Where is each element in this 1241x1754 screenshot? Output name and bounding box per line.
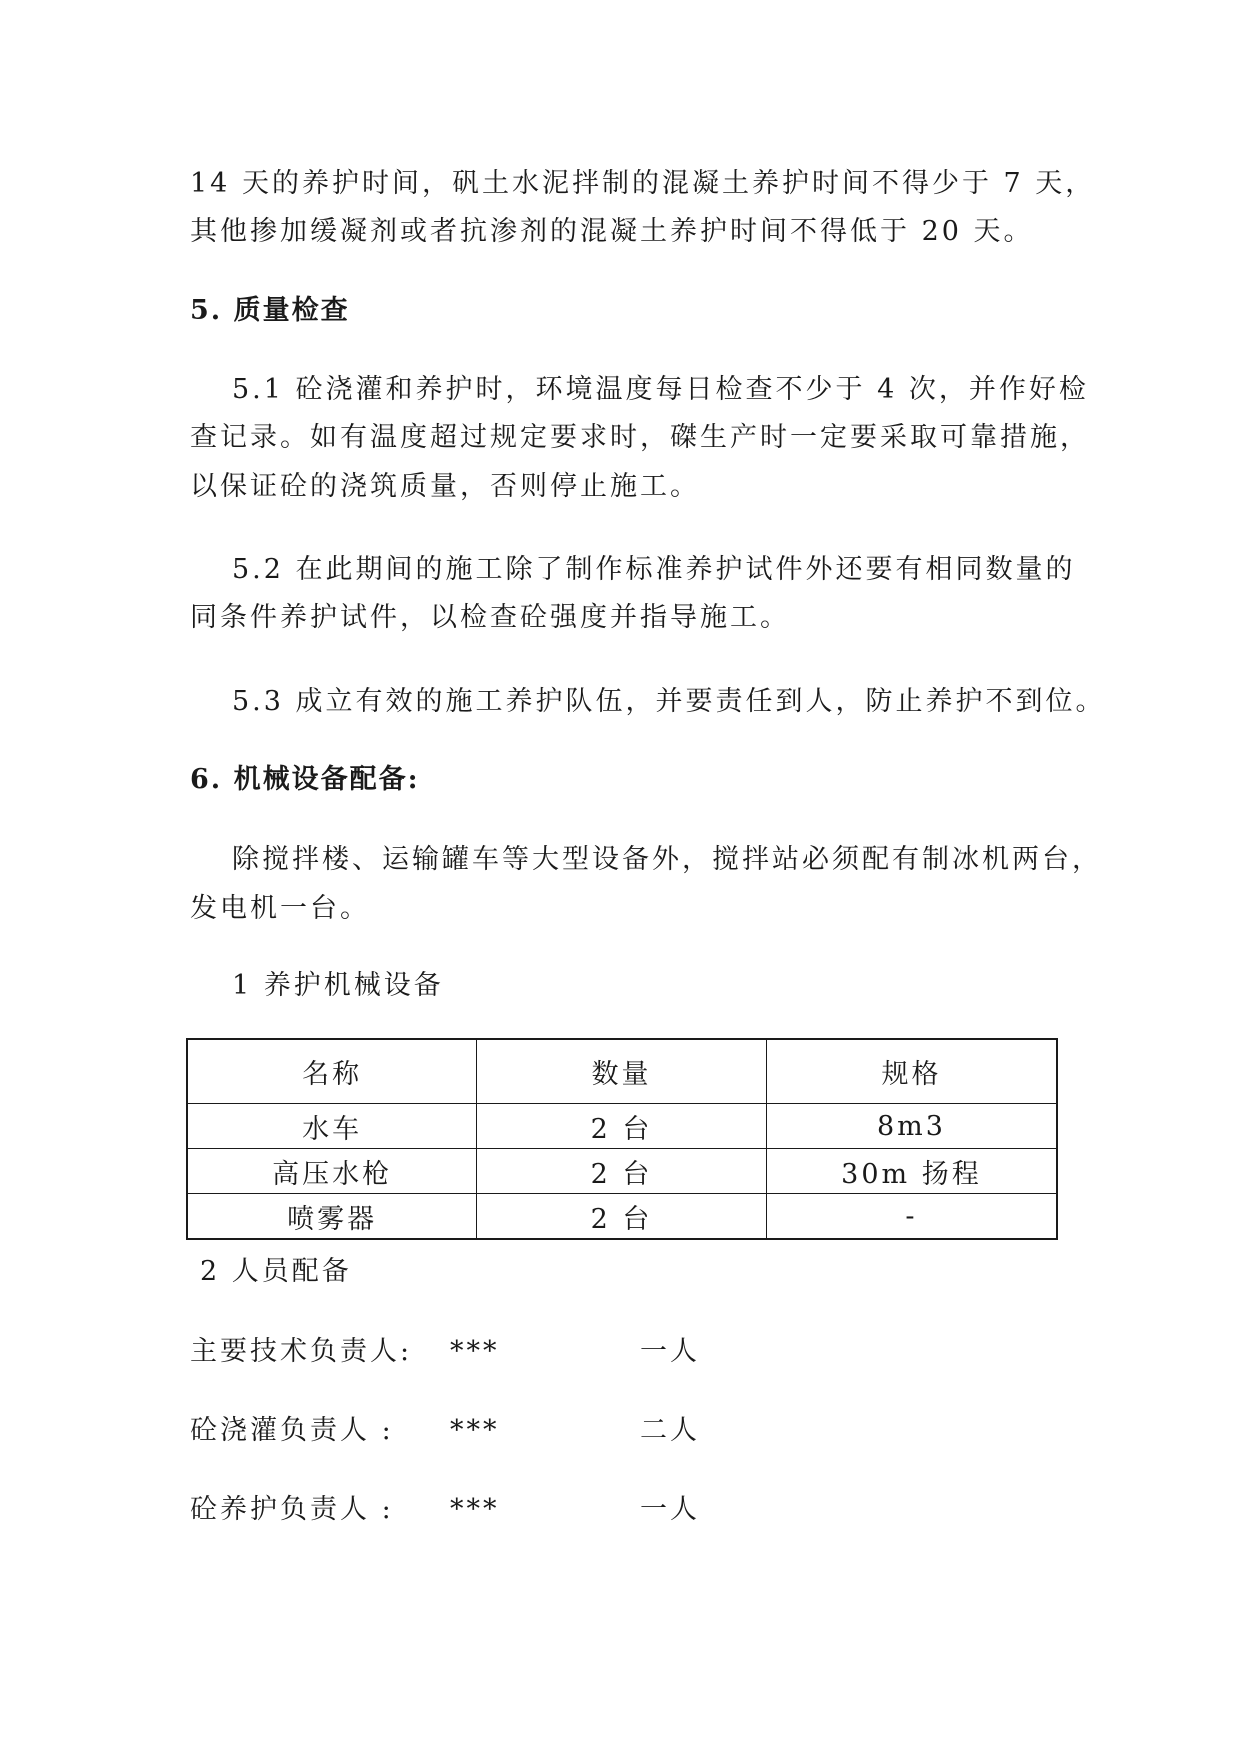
staff-count: 一人 xyxy=(640,1494,700,1525)
staff-role: 砼浇灌负责人 : xyxy=(190,1415,394,1446)
table-cell: 喷雾器 xyxy=(187,1194,477,1240)
intro-line-1: 14 天的养护时间，矾土水泥拌制的混凝土养护时间不得少于 7 天， xyxy=(190,168,1096,199)
staff-count: 二人 xyxy=(640,1415,700,1446)
staff-row xyxy=(190,1488,890,1532)
table-cell: 8m3 xyxy=(766,1104,1057,1149)
table-cell: 2 台 xyxy=(477,1194,767,1240)
table-cell: - xyxy=(766,1194,1057,1240)
table-cell: 高压水枪 xyxy=(187,1149,477,1194)
table-cell: 30m 扬程 xyxy=(766,1149,1057,1194)
table-cell: 2 台 xyxy=(477,1104,767,1149)
section-5-3-line-1: 5.3 成立有效的施工养护队伍，并要责任到人，防止养护不到位。 xyxy=(232,686,1106,717)
equipment-table-caption: 1 养护机械设备 xyxy=(232,970,444,1001)
table-header-row xyxy=(187,1039,1057,1104)
staff-role: 砼养护负责人 : xyxy=(190,1494,394,1525)
staff-name: *** xyxy=(450,1494,500,1525)
table-row xyxy=(187,1194,1057,1240)
section-5-heading: 5. 质量检查 xyxy=(190,295,350,326)
section-5-1-line-2: 查记录。如有温度超过规定要求时，磔生产时一定要采取可靠措施， xyxy=(190,422,1090,453)
staff-row xyxy=(190,1409,890,1453)
table-cell: 2 台 xyxy=(477,1149,767,1194)
staff-row xyxy=(190,1330,890,1374)
section-5-2-line-2: 同条件养护试件，以检查砼强度并指导施工。 xyxy=(190,602,790,633)
table-row xyxy=(187,1149,1057,1194)
table-header-cell: 规格 xyxy=(766,1039,1057,1104)
section-6-heading: 6. 机械设备配备: xyxy=(190,764,420,795)
staff-count: 一人 xyxy=(640,1336,700,1367)
section-5-1-line-3: 以保证砼的浇筑质量，否则停止施工。 xyxy=(190,471,700,502)
section-5-2-line-1: 5.2 在此期间的施工除了制作标准养护试件外还要有相同数量的 xyxy=(232,554,1076,585)
staff-caption: 2 人员配备 xyxy=(200,1256,352,1287)
section-6-line-2: 发电机一台。 xyxy=(190,893,370,924)
intro-line-2: 其他掺加缓凝剂或者抗渗剂的混凝土养护时间不得低于 20 天。 xyxy=(190,216,1034,247)
table-header-cell: 数量 xyxy=(477,1039,767,1104)
table-header-cell: 名称 xyxy=(187,1039,477,1104)
section-5-1-line-1: 5.1 砼浇灌和养护时，环境温度每日检查不少于 4 次，并作好检 xyxy=(232,374,1089,405)
section-6-line-1: 除搅拌楼、运输罐车等大型设备外，搅拌站必须配有制冰机两台， xyxy=(232,844,1102,875)
staff-name: *** xyxy=(450,1336,500,1367)
staff-name: *** xyxy=(450,1415,500,1446)
table-row xyxy=(187,1104,1057,1149)
staff-role: 主要技术负责人: xyxy=(190,1336,413,1367)
equipment-table xyxy=(186,1038,1058,1240)
table-cell: 水车 xyxy=(187,1104,477,1149)
